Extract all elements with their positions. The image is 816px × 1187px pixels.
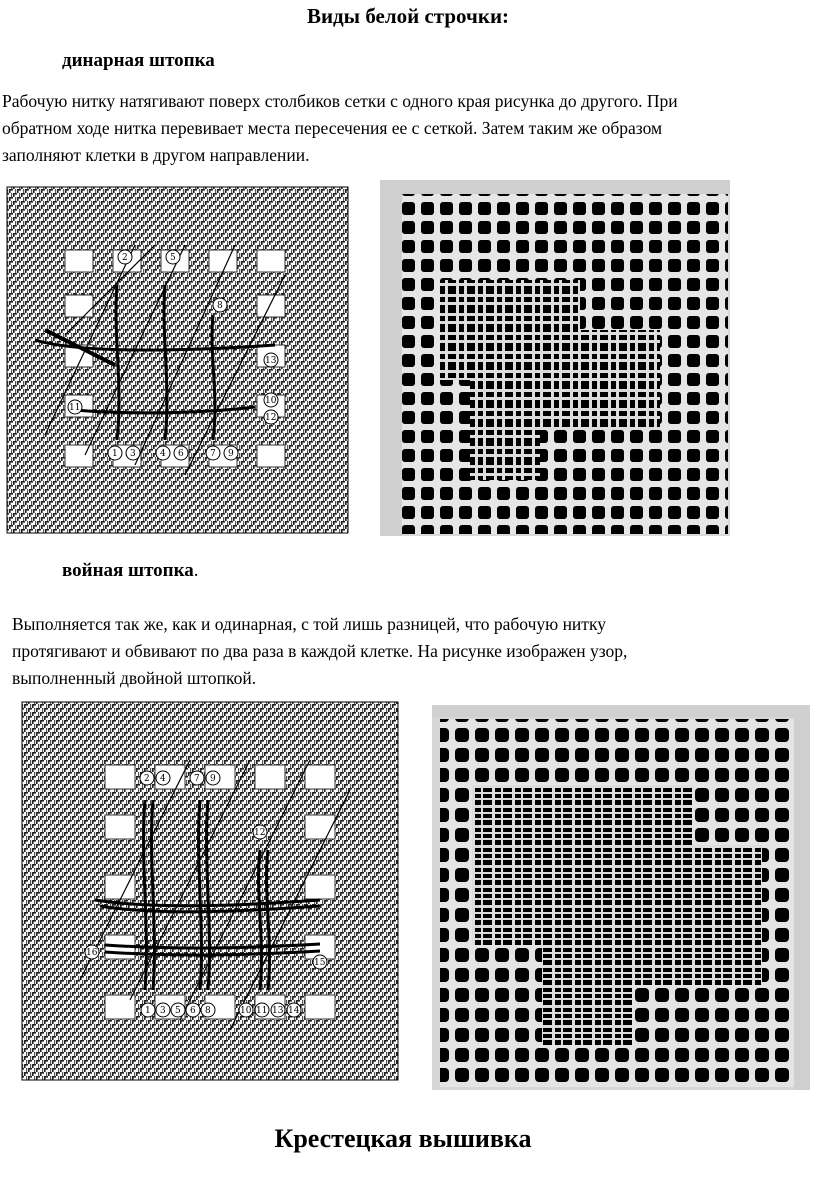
text-line: Выполняется так же, как и одинарная, с той лишь разницей, что рабочую нитку: [12, 614, 606, 634]
label: 9: [210, 774, 216, 784]
label: 5: [175, 1006, 181, 1016]
label: 4: [160, 449, 166, 459]
label: 8: [205, 1006, 211, 1016]
label: 12: [265, 413, 277, 423]
label: 9: [228, 449, 234, 459]
text-line: выполненный двойной штопкой.: [12, 668, 257, 688]
label: 12: [254, 828, 266, 838]
label: 14: [288, 1006, 300, 1016]
label: 11: [256, 1006, 268, 1016]
label: 2: [122, 253, 128, 263]
section-heading-double-darning: [62, 560, 199, 582]
label: 10: [240, 1006, 252, 1016]
text-line: протягивают и обвивают по два раза в каждой клетке. На рисунке изображен узор,: [12, 641, 628, 661]
label: 13: [265, 356, 277, 366]
heading-text: войная штопка: [62, 560, 194, 581]
bottom-title: Крестецкая вышивка: [274, 1124, 532, 1153]
page-title: Виды белой строчки:: [306, 4, 510, 28]
text-line: Рабочую нитку натягивают поверх столбиков сетки с одного края рисунка до другого. При: [2, 91, 678, 111]
label: 2: [144, 774, 150, 784]
label: 10: [265, 396, 277, 406]
text-line: заполняют клетки в другом направлении.: [2, 145, 310, 165]
label: 15: [314, 958, 326, 968]
label: 7: [210, 449, 216, 459]
label: 16: [86, 948, 98, 958]
single-darning-photo-svg: [380, 180, 730, 536]
label: 5: [170, 253, 176, 263]
section-heading-single-darning: динарная штопка: [62, 50, 215, 71]
label: 3: [130, 449, 136, 459]
label: 6: [190, 1006, 196, 1016]
heading-suffix: .: [193, 560, 199, 581]
section2-paragraph: [12, 611, 802, 692]
label: 7: [194, 774, 200, 784]
double-darning-photo-svg: [432, 705, 810, 1090]
double-darning-photo: [432, 705, 810, 1090]
label: 8: [217, 301, 223, 311]
label: 1: [112, 449, 118, 459]
double-darning-diagram-svg: [20, 700, 400, 1082]
label: 3: [160, 1006, 166, 1016]
section1-paragraph: [2, 88, 814, 169]
label: 13: [272, 1006, 284, 1016]
label: 6: [178, 449, 184, 459]
label: 1: [145, 1006, 151, 1016]
label: 11: [69, 403, 81, 413]
single-darning-diagram: [5, 185, 350, 535]
single-darning-photo: [380, 180, 730, 536]
single-darning-diagram-svg: [5, 185, 350, 535]
text-line: обратном ходе нитка перевивает места пересечения ее с сеткой. Затем таким же образом: [2, 118, 663, 138]
double-darning-diagram: [20, 700, 400, 1082]
label: 4: [160, 774, 166, 784]
